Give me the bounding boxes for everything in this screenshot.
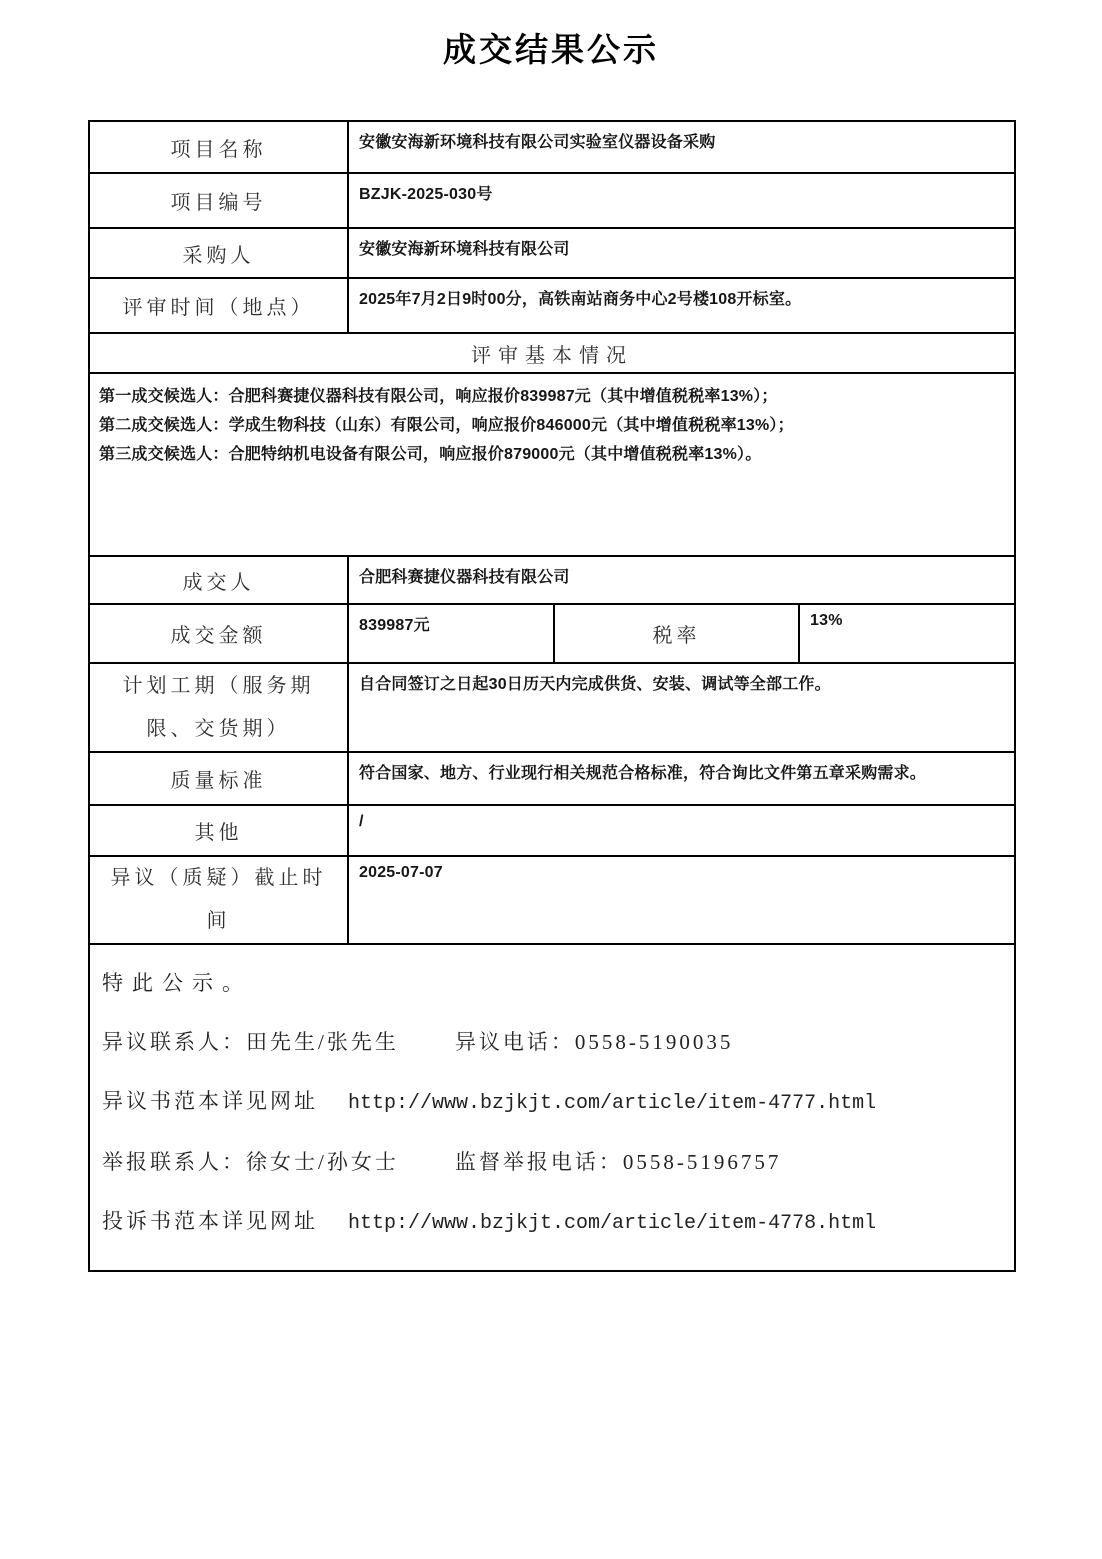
candidates-cell: [89, 373, 1015, 556]
candidate-first: 第一成交候选人：合肥科赛捷仪器科技有限公司，响应报价839987元（其中增值税税率13%）；: [99, 388, 778, 405]
candidate-second: 第二成交候选人：学成生物科技（山东）有限公司，响应报价846000元（其中增值税税率13%）；: [99, 417, 794, 434]
purchaser-label: 采购人: [89, 228, 348, 278]
complaint-template-url: http://www.bzjkjt.com/article/item-4778.html: [348, 1212, 877, 1235]
winner-value: 合肥科赛捷仪器科技有限公司: [348, 556, 1015, 604]
schedule-value: 自合同签订之日起30日历天内完成供货、安装、调试等全部工作。: [348, 663, 1015, 752]
objection-contact: 异议联系人：田先生/张先生: [102, 1030, 399, 1054]
other-value: /: [348, 805, 1015, 856]
review-time-label: 评审时间（地点）: [89, 278, 348, 333]
quality-label: 质量标准: [89, 752, 348, 805]
tax-rate-value: 13%: [799, 604, 1015, 663]
review-time-value: 2025年7月2日9时00分，高铁南站商务中心2号楼108开标室。: [348, 278, 1015, 333]
quality-value: 符合国家、地方、行业现行相关规范合格标准，符合询比文件第五章采购需求。: [348, 752, 1015, 805]
winner-label: 成交人: [89, 556, 348, 604]
objection-phone: 异议电话：0558-5190035: [454, 1030, 734, 1054]
project-number-label: 项目编号: [89, 173, 348, 228]
project-number-value: BZJK-2025-030号: [348, 173, 1015, 228]
row-schedule: [89, 663, 1015, 752]
row-amount: [89, 604, 1015, 663]
objection-template-label: 异议书范本详见网址: [102, 1089, 318, 1113]
report-contact-line: [102, 1150, 1002, 1175]
schedule-label: 计划工期（服务期限、交货期）: [89, 663, 348, 752]
row-other: [89, 805, 1015, 856]
candidate-third: 第三成交候选人：合肥特纳机电设备有限公司，响应报价879000元（其中增值税税率13%）。: [99, 446, 762, 463]
report-contact: 举报联系人：徐女士/孙女士: [102, 1150, 399, 1174]
row-review-section-header: [89, 333, 1015, 373]
report-phone: 监督举报电话：0558-5196757: [454, 1150, 782, 1174]
objection-template-line: [102, 1089, 1002, 1116]
amount-value: 839987元: [348, 604, 554, 663]
amount-label: 成交金额: [89, 604, 348, 663]
other-label: 其他: [89, 805, 348, 856]
document-title: 成交结果公示: [443, 33, 659, 69]
row-quality: [89, 752, 1015, 805]
footer-cell: [89, 944, 1015, 1271]
objection-template-url: http://www.bzjkjt.com/article/item-4777.html: [348, 1092, 877, 1115]
row-objection-deadline: [89, 856, 1015, 944]
review-section-header: 评审基本情况: [89, 333, 1015, 373]
closing-statement: 特此公示。: [102, 971, 252, 995]
objection-deadline-label: 异议（质疑）截止时间: [89, 856, 348, 944]
objection-deadline-value: 2025-07-07: [348, 856, 1015, 944]
objection-contact-line: [102, 1030, 1002, 1055]
complaint-template-line: [102, 1209, 1002, 1236]
row-winner: [89, 556, 1015, 604]
project-name-label: 项目名称: [89, 121, 348, 173]
complaint-template-label: 投诉书范本详见网址: [102, 1209, 318, 1233]
purchaser-value: 安徽安海新环境科技有限公司: [348, 228, 1015, 278]
row-project-number: [89, 173, 1015, 228]
project-name-value: 安徽安海新环境科技有限公司实验室仪器设备采购: [348, 121, 1015, 173]
row-purchaser: [89, 228, 1015, 278]
announcement-table: [88, 120, 1016, 1272]
tax-rate-label: 税率: [554, 604, 799, 663]
row-review-time: [89, 278, 1015, 333]
row-footer: [89, 944, 1015, 1271]
row-candidates: [89, 373, 1015, 556]
row-project-name: [89, 121, 1015, 173]
